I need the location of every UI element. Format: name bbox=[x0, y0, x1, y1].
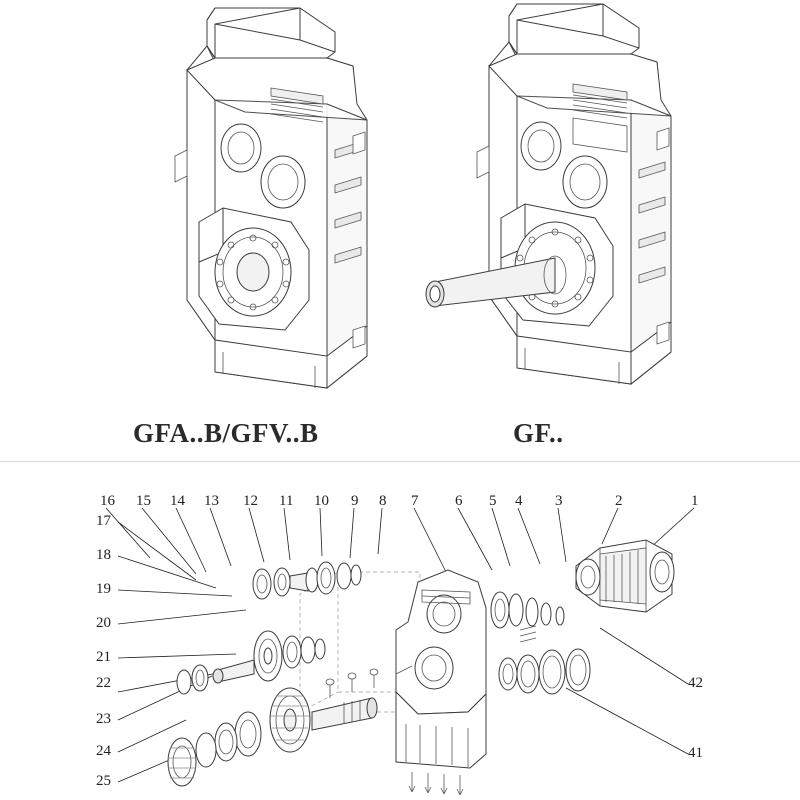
callout-4: 4 bbox=[515, 493, 523, 509]
callout-12: 12 bbox=[243, 493, 258, 509]
callout-2: 2 bbox=[615, 493, 623, 509]
callout-25: 25 bbox=[96, 773, 111, 789]
callout-5: 5 bbox=[489, 493, 497, 509]
callout-42: 42 bbox=[688, 675, 703, 691]
callout-41: 41 bbox=[688, 745, 703, 761]
exploded-diagram bbox=[0, 462, 800, 800]
gearbox-drawing-gfa-b-gfv-b bbox=[95, 0, 395, 400]
callout-10: 10 bbox=[314, 493, 329, 509]
callout-17: 17 bbox=[96, 513, 111, 529]
callout-18: 18 bbox=[96, 547, 111, 563]
gearbox-drawing-gf bbox=[405, 0, 725, 400]
caption-gfa-b-gfv-b: GFA..B/GFV..B bbox=[133, 418, 319, 448]
callout-8: 8 bbox=[379, 493, 387, 509]
callout-1: 1 bbox=[691, 493, 699, 509]
callout-6: 6 bbox=[455, 493, 463, 509]
exploded-view-section bbox=[0, 462, 800, 800]
callout-14: 14 bbox=[170, 493, 185, 509]
callout-3: 3 bbox=[555, 493, 563, 509]
callout-15: 15 bbox=[136, 493, 151, 509]
callout-13: 13 bbox=[204, 493, 219, 509]
callout-23: 23 bbox=[96, 711, 111, 727]
callout-16: 16 bbox=[100, 493, 115, 509]
callout-19: 19 bbox=[96, 581, 111, 597]
callout-24: 24 bbox=[96, 743, 111, 759]
callout-11: 11 bbox=[279, 493, 294, 509]
callout-9: 9 bbox=[351, 493, 359, 509]
callout-7: 7 bbox=[411, 493, 419, 509]
caption-gf: GF.. bbox=[513, 418, 564, 448]
callout-21: 21 bbox=[96, 649, 111, 665]
callout-22: 22 bbox=[96, 675, 111, 691]
callout-20: 20 bbox=[96, 615, 111, 631]
